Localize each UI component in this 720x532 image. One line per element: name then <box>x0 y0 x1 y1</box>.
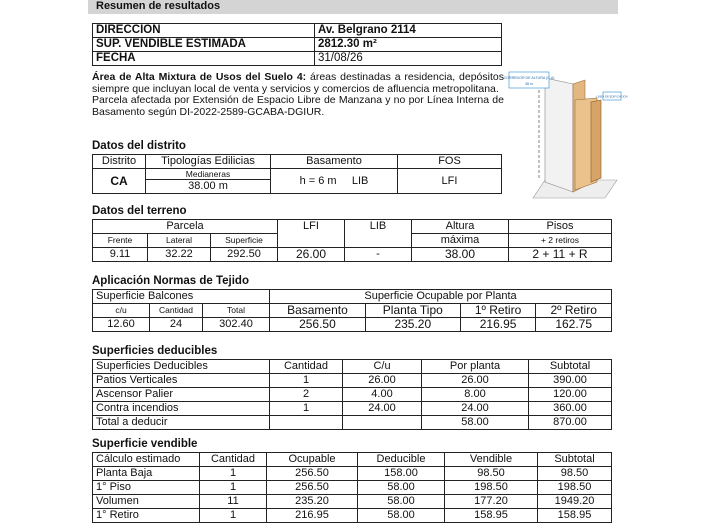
table-row <box>93 220 612 234</box>
date-value: 31/08/26 <box>318 52 363 64</box>
cell <box>343 416 422 430</box>
table-row <box>93 290 612 304</box>
header-cell: 2º Retiro <box>536 304 612 318</box>
info-table <box>92 23 502 66</box>
cell: 216.95 <box>267 509 358 523</box>
vendible-title: Superficie vendible <box>92 438 198 450</box>
table-row <box>93 52 502 66</box>
table-row <box>93 416 612 430</box>
subheader-cell: Total <box>203 304 270 318</box>
cell: 26.00 <box>422 374 529 388</box>
header-cell: Tipologías Edilicias <box>146 155 271 169</box>
cell: 870.00 <box>529 416 612 430</box>
header-cell: Subtotal <box>538 453 612 467</box>
table-row <box>93 304 612 318</box>
subheader-cell: Lateral <box>148 234 211 248</box>
vendible-table <box>92 452 612 523</box>
cell: 256.50 <box>267 481 358 495</box>
subheader-cell: c/u <box>93 304 150 318</box>
table-row <box>93 453 612 467</box>
cell: 58.00 <box>358 481 445 495</box>
cell: 11 <box>200 495 267 509</box>
table-row <box>93 481 612 495</box>
header-cell: C/u <box>343 360 422 374</box>
distrito-value: CA <box>93 169 146 194</box>
section-header: Resumen de resultados <box>88 0 618 14</box>
altura-value: 38.00 <box>412 248 509 262</box>
building-volume-diagram <box>503 70 628 200</box>
info-label: SUP. VENDIBLE ESTIMADA <box>93 38 315 52</box>
cell: 1 <box>270 374 343 388</box>
table-row <box>93 402 612 416</box>
balcon-total-value: 302.40 <box>203 318 270 332</box>
zoning-note: Parcela afectada por Extensión de Espacio Libre de Manzana y no por Línea Interna de Basamento según DI-2022-2589-GCABA-DGIUR. <box>92 94 504 118</box>
header-cell: LFI <box>278 220 345 248</box>
basamento-height: h = 6 m <box>299 174 337 187</box>
header-cell: Superficie Balcones <box>93 290 270 304</box>
cell: 58.00 <box>422 416 529 430</box>
subheader-cell: Cantidad <box>150 304 203 318</box>
header-cell: FOS <box>398 155 502 169</box>
table-row <box>93 374 612 388</box>
cell <box>270 416 343 430</box>
table-row <box>93 169 502 180</box>
cell: 177.20 <box>445 495 538 509</box>
cell: 4.00 <box>343 388 422 402</box>
header-cell: Vendible <box>445 453 538 467</box>
terreno-table <box>92 219 612 262</box>
header-cell: 1º Retiro <box>460 304 536 318</box>
cell: 1 <box>200 509 267 523</box>
diagram-height-label: 38 m <box>525 82 533 86</box>
table-row <box>93 495 612 509</box>
cell: 1 <box>270 402 343 416</box>
cell: 58.00 <box>358 509 445 523</box>
zoning-title: Área de Alta Mixtura de Usos del Suelo 4: <box>92 71 307 83</box>
cell: 1949.20 <box>538 495 612 509</box>
cell: 158.00 <box>358 467 445 481</box>
cell: 1 <box>200 481 267 495</box>
row-label: Planta Baja <box>93 467 200 481</box>
fos-value: LFI <box>398 169 502 194</box>
cell: 256.50 <box>267 467 358 481</box>
cell: 24.00 <box>422 402 529 416</box>
row-label: Volumen <box>93 495 200 509</box>
header-cell: Basamento <box>270 304 366 318</box>
cell: 120.00 <box>529 388 612 402</box>
row-label: Contra incendios <box>93 402 270 416</box>
table-row <box>93 248 612 262</box>
planta-tipo-value: 235.20 <box>365 318 460 332</box>
cell: 235.20 <box>267 495 358 509</box>
header-cell: Superficies Deducibles <box>93 360 270 374</box>
cell: 198.50 <box>445 481 538 495</box>
cell: 390.00 <box>529 374 612 388</box>
info-value: Av. Belgrano 2114 <box>315 24 502 38</box>
basamento-cell <box>271 169 398 194</box>
cell: 26.00 <box>343 374 422 388</box>
info-value: 2812.30 m² <box>315 38 502 52</box>
row-label: Patios Verticales <box>93 374 270 388</box>
balcon-cu-value: 12.60 <box>93 318 150 332</box>
info-label: DIRECCION <box>93 24 315 38</box>
diagram-label: CORREDOR DE ALTURA (C.A) <box>503 76 555 80</box>
cell: 98.50 <box>538 467 612 481</box>
subheader-cell: + 2 retiros <box>509 234 612 248</box>
cell: 198.50 <box>538 481 612 495</box>
lateral-value: 32.22 <box>148 248 211 262</box>
header-cell: Planta Tipo <box>365 304 460 318</box>
table-row <box>93 467 612 481</box>
header-cell: Superficie Ocupable por Planta <box>270 290 612 304</box>
distrito-title: Datos del distrito <box>92 140 186 152</box>
retiro2-value: 162.75 <box>536 318 612 332</box>
header-cell: Pisos <box>509 220 612 234</box>
subheader-cell: Frente <box>93 234 148 248</box>
basamento-lib: LIB <box>351 174 369 187</box>
subheader-cell: Medianeras <box>146 169 271 180</box>
balcon-cantidad-value: 24 <box>150 318 203 332</box>
cell: 1 <box>200 467 267 481</box>
lib-value: - <box>345 248 412 262</box>
basamento-value: 256.50 <box>270 318 366 332</box>
row-label: 1° Piso <box>93 481 200 495</box>
retiro1-value: 216.95 <box>460 318 536 332</box>
tejido-table <box>92 289 612 332</box>
cell: 158.95 <box>445 509 538 523</box>
header-cell: máxima <box>412 234 509 248</box>
table-row <box>93 24 502 38</box>
subheader-cell: Superficie <box>211 234 278 248</box>
table-row <box>93 155 502 169</box>
header-cell: Cálculo estimado <box>93 453 200 467</box>
deducibles-title: Superficies deducibles <box>92 345 218 357</box>
frente-value: 9.11 <box>93 248 148 262</box>
lfi-value: 26.00 <box>278 248 345 262</box>
info-label: FECHA <box>93 52 315 66</box>
tejido-title: Aplicación Normas de Tejido <box>92 275 249 287</box>
cell: 2 <box>270 388 343 402</box>
deducibles-table <box>92 359 612 430</box>
superficie-value: 292.50 <box>211 248 278 262</box>
header-cell: Cantidad <box>270 360 343 374</box>
table-row <box>93 509 612 523</box>
zoning-text: áreas destinadas a residencia, depósitos siempre que incluyan local de venta y servicios y comercios de afluencia metropolitana. <box>92 71 504 95</box>
row-label: Ascensor Palier <box>93 388 270 402</box>
table-row <box>93 360 612 374</box>
cell: 98.50 <box>445 467 538 481</box>
header-cell: Parcela <box>93 220 278 234</box>
terreno-title: Datos del terreno <box>92 205 187 217</box>
header-cell: Subtotal <box>529 360 612 374</box>
table-row <box>93 38 502 52</box>
info-value <box>315 52 502 66</box>
header-cell: LIB <box>345 220 412 248</box>
tipologia-value: 38.00 m <box>146 180 271 194</box>
row-label: Total a deducir <box>93 416 270 430</box>
header-cell: Por planta <box>422 360 529 374</box>
header-cell: Cantidad <box>200 453 267 467</box>
header-cell: Basamento <box>271 155 398 169</box>
table-row <box>93 318 612 332</box>
header-cell: Ocupable <box>267 453 358 467</box>
distrito-table <box>92 154 502 194</box>
diagram-line-label: LINEA DE EDIFICACION <box>596 94 628 99</box>
cell: 8.00 <box>422 388 529 402</box>
zoning-description <box>92 72 504 118</box>
cell: 24.00 <box>343 402 422 416</box>
cell: 58.00 <box>358 495 445 509</box>
table-row <box>93 388 612 402</box>
header-cell: Altura <box>412 220 509 234</box>
row-label: 1° Retiro <box>93 509 200 523</box>
cell: 360.00 <box>529 402 612 416</box>
header-cell: Deducible <box>358 453 445 467</box>
pisos-value: 2 + 11 + R <box>509 248 612 262</box>
header-cell: Distrito <box>93 155 146 169</box>
cell: 158.95 <box>538 509 612 523</box>
